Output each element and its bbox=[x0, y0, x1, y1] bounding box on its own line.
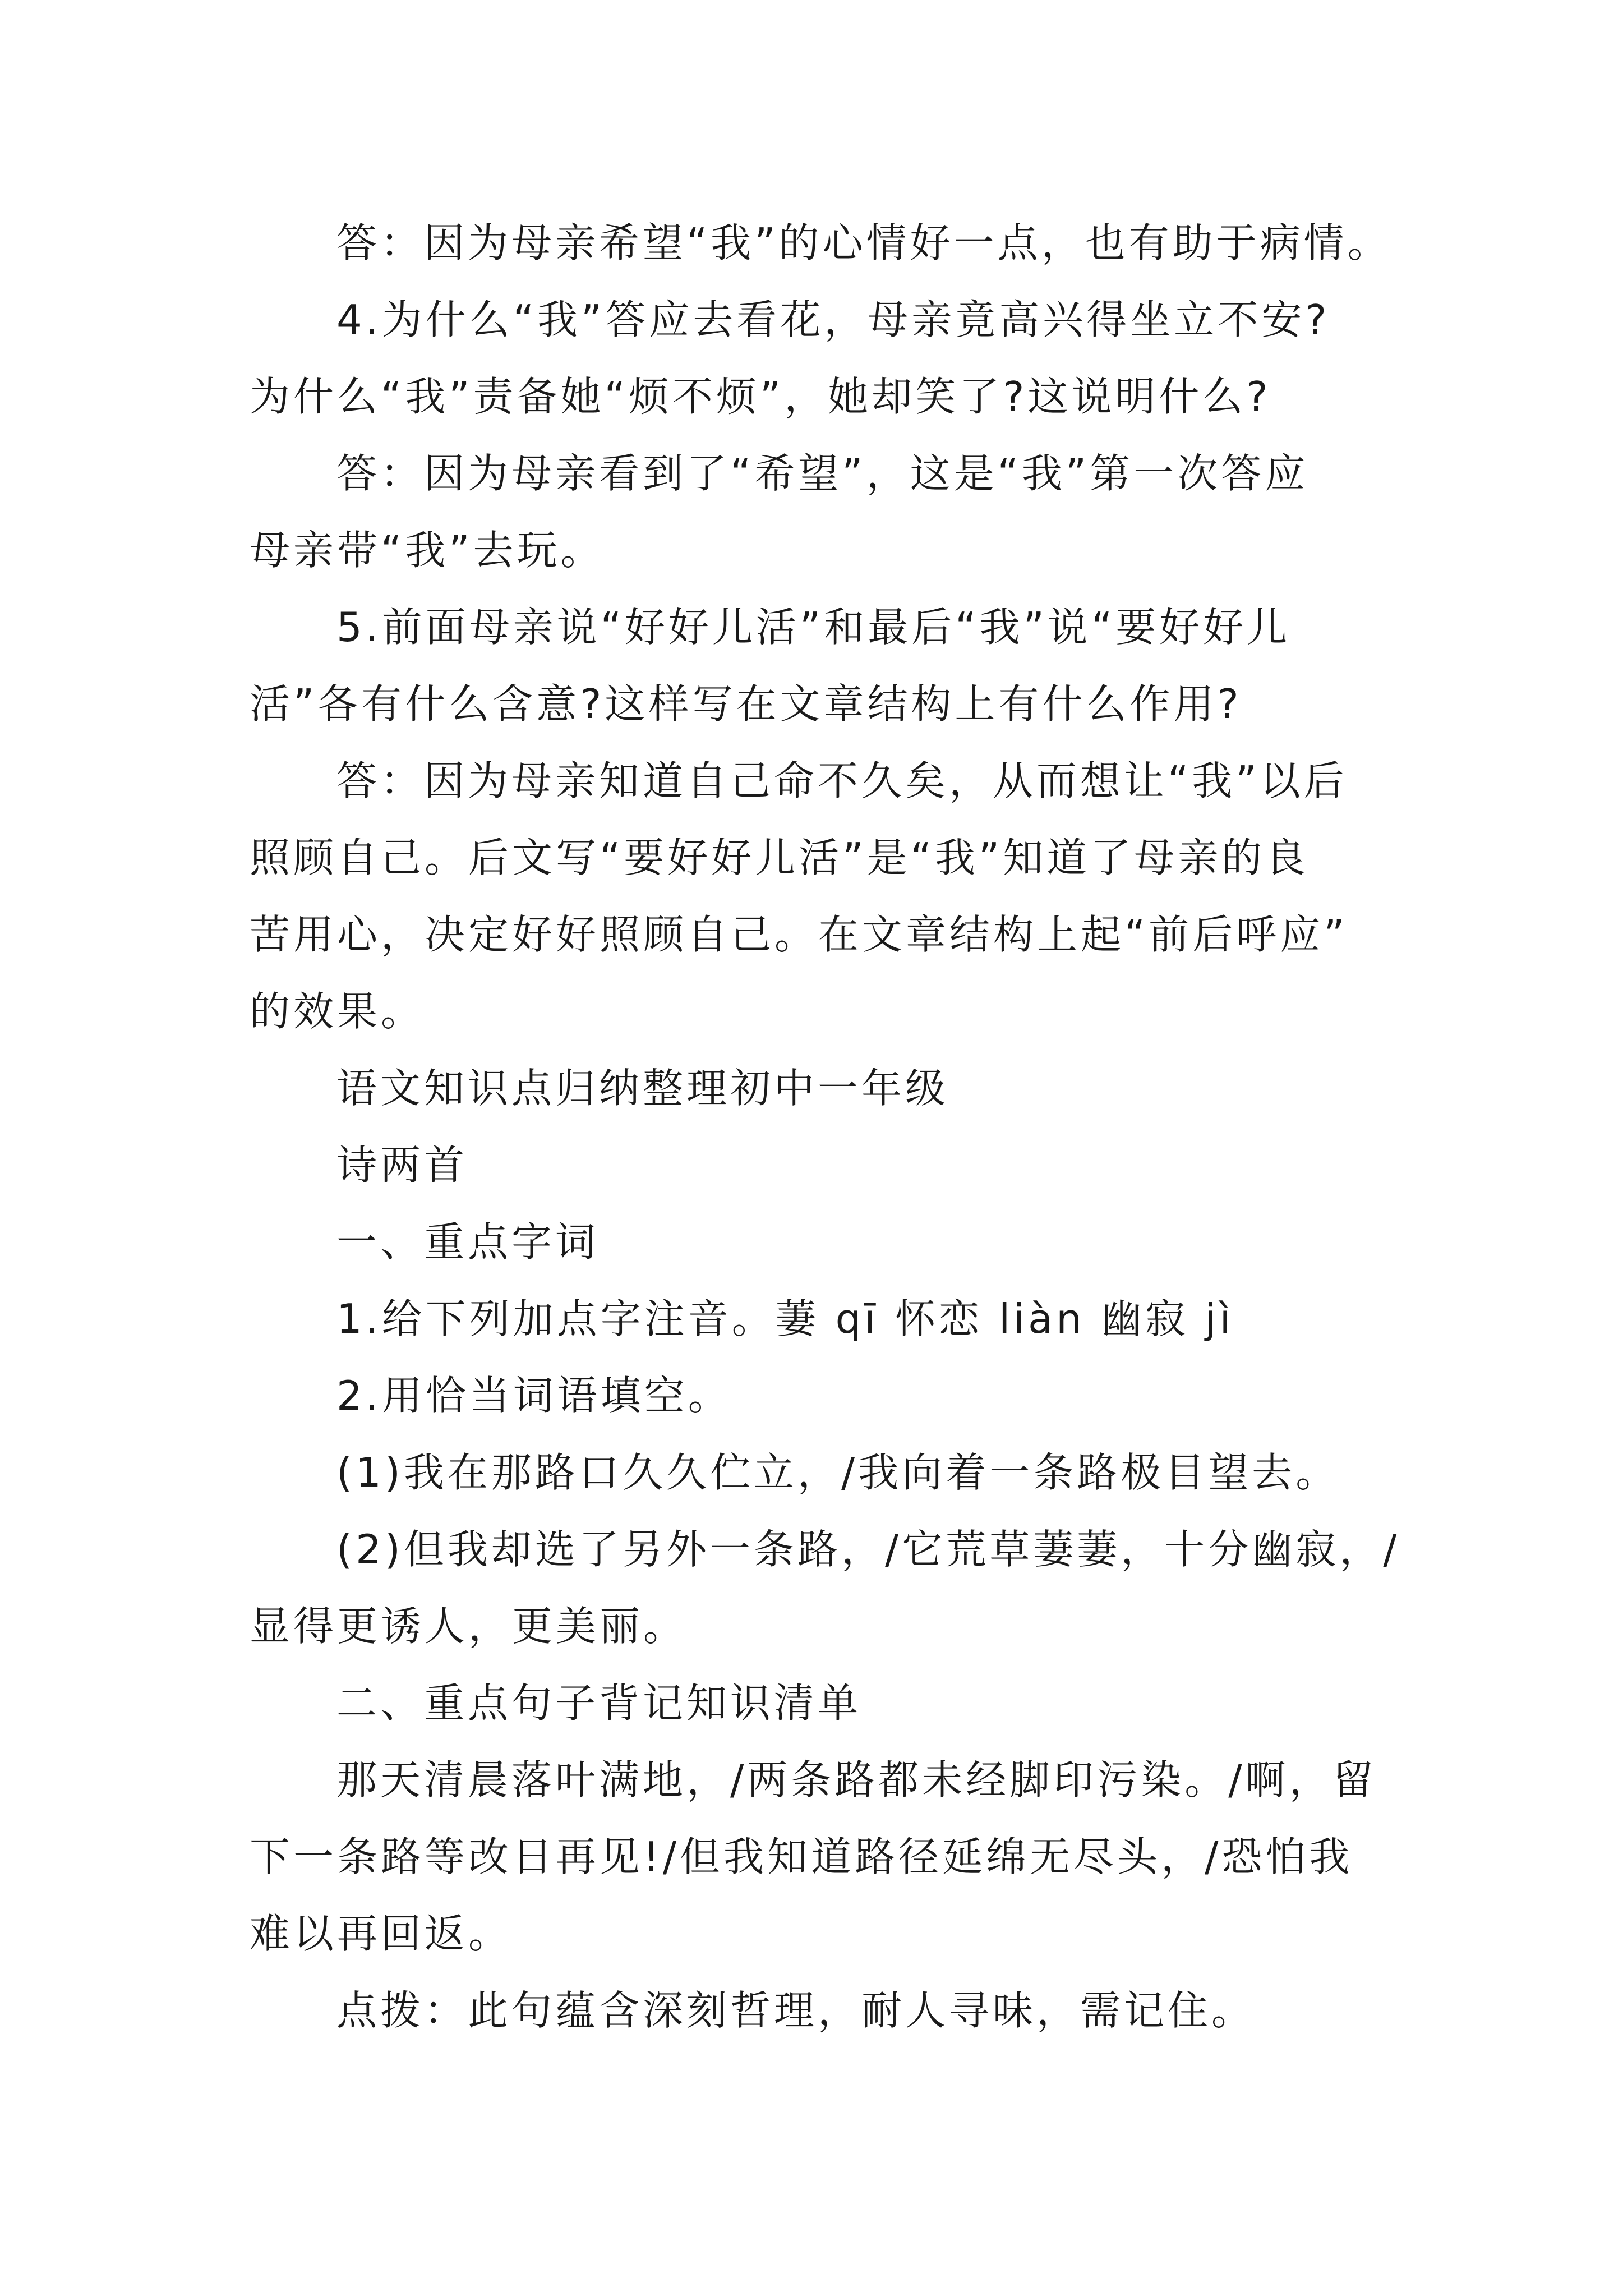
text-line: 活”各有什么含意?这样写在文章结构上有什么作用? bbox=[250, 680, 1242, 728]
subsection-heading: 二、重点句子背记知识清单 bbox=[336, 1680, 862, 1727]
text-line: 答：因为母亲希望“我”的心情好一点，也有助于病情。 bbox=[336, 219, 1391, 266]
text-line: 1.给下列加点字注音。萋 qī 怀恋 liàn 幽寂 jì bbox=[336, 1295, 1234, 1342]
answer-line: 答：因为母亲知道自己命不久矣，从而想让“我”以后 bbox=[336, 757, 1348, 804]
note-line: 点拨：此句蕴含深刻哲理，耐人寻味，需记住。 bbox=[336, 1987, 1256, 2034]
question-line: 5.前面母亲说“好好儿活”和最后“我”说“要好好儿 bbox=[336, 604, 1291, 651]
text-line: 的效果。 bbox=[250, 988, 425, 1035]
text-line: 照顾自己。后文写“要好好儿活”是“我”知道了母亲的良 bbox=[250, 834, 1310, 881]
text-line: 那天清晨落叶满地，/两条路都未经脚印污染。/啊，留 bbox=[336, 1756, 1377, 1803]
subsection-heading: 诗两首 bbox=[336, 1142, 468, 1189]
answer-line: 答：因为母亲看到了“希望”，这是“我”第一次答应 bbox=[336, 450, 1309, 497]
text-line: 母亲带“我”去玩。 bbox=[250, 527, 605, 574]
text-line: 为什么“我”责备她“烦不烦”，她却笑了?这说明什么? bbox=[250, 373, 1271, 420]
text-line: 下一条路等改日再见!/但我知道路径延绵无尽头，/恐怕我 bbox=[250, 1833, 1353, 1880]
question-line: 4.为什么“我”答应去看花，母亲竟高兴得坐立不安? bbox=[336, 296, 1330, 343]
text-line: (1)我在那路口久久伫立，/我向着一条路极目望去。 bbox=[336, 1449, 1340, 1496]
text-line: 2.用恰当词语填空。 bbox=[336, 1372, 732, 1419]
text-line: 难以再回返。 bbox=[250, 1910, 513, 1957]
subsection-heading: 一、重点字词 bbox=[336, 1218, 600, 1266]
text-line: 苦用心，决定好好照顾自己。在文章结构上起“前后呼应” bbox=[250, 911, 1348, 958]
section-heading: 语文知识点归纳整理初中一年级 bbox=[336, 1065, 949, 1112]
document-body bbox=[250, 205, 1400, 2049]
text-line: 显得更诱人，更美丽。 bbox=[250, 1603, 688, 1650]
text-line: (2)但我却选了另外一条路，/它荒草萋萋，十分幽寂，/ bbox=[336, 1526, 1400, 1573]
